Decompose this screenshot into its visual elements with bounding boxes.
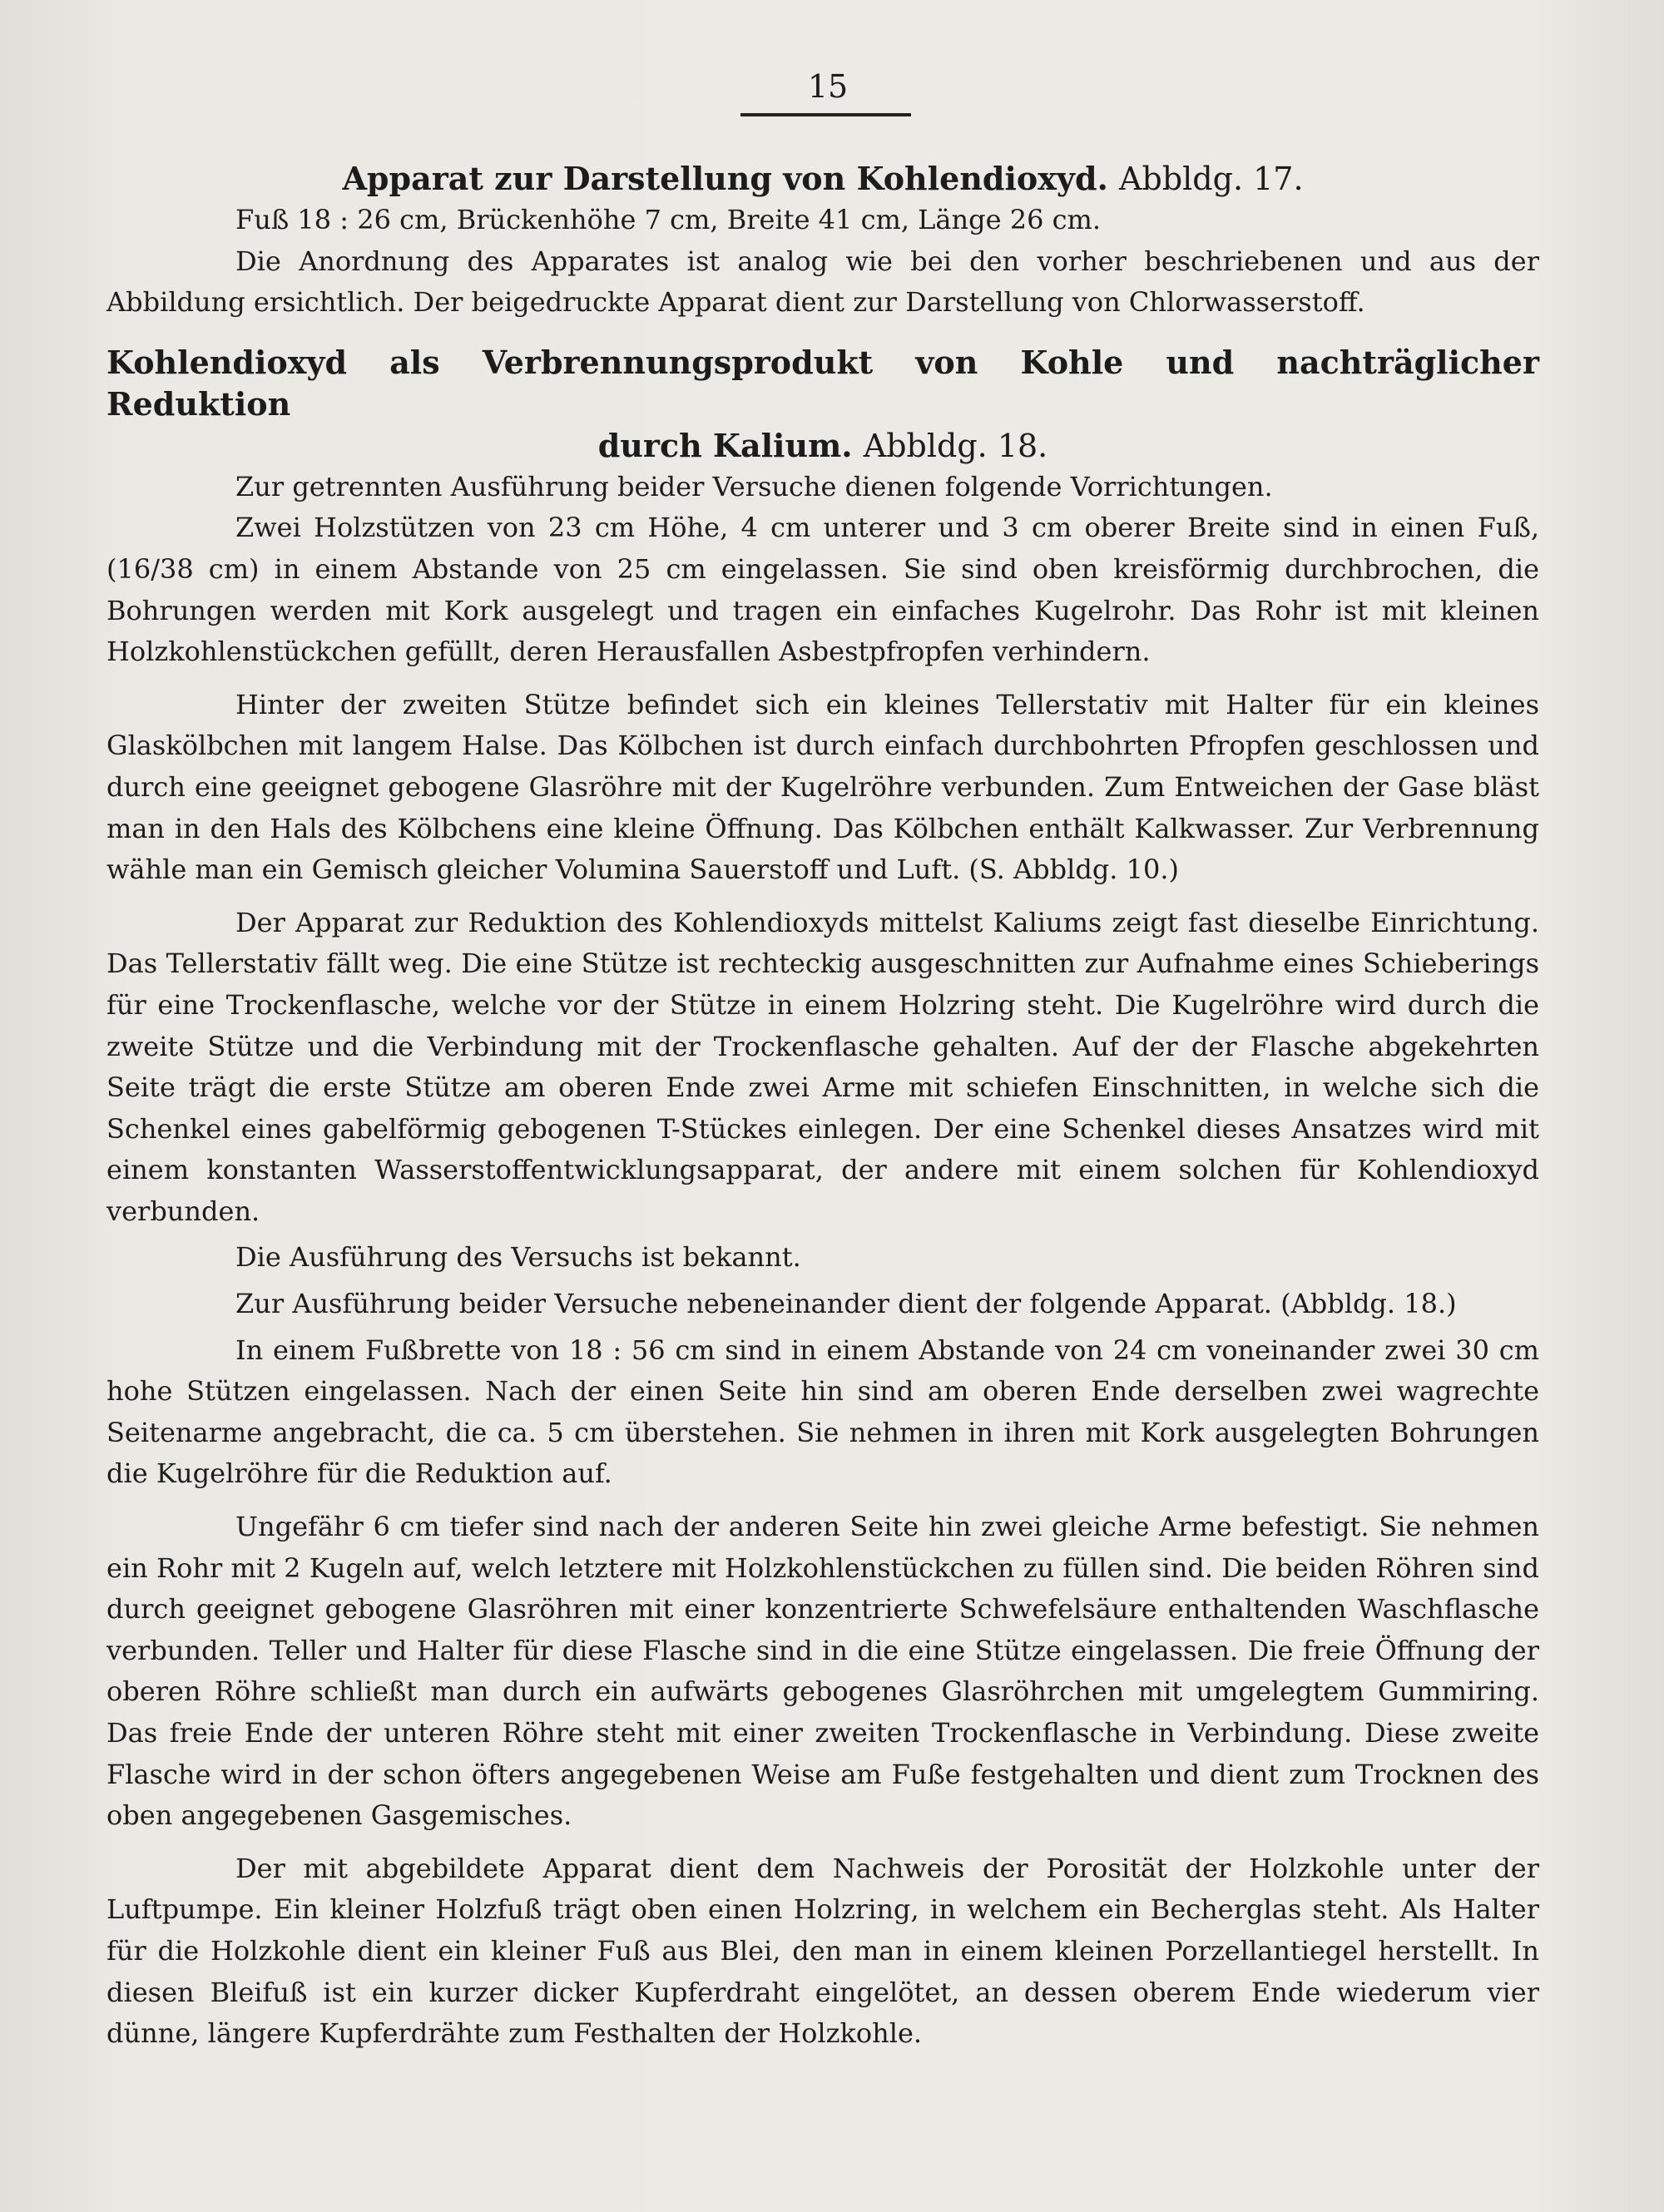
section2-figure-ref: Abbldg. 18. xyxy=(863,427,1048,464)
page-content xyxy=(106,158,1539,2055)
section2-paragraph-9: Der mit abgebildete Apparat dient dem Nachweis der Porosität der Holzkohle unter der Luftpumpe. Ein kleiner Holzfuß trägt oben einen Holzring, in welchem ein Becherglas steht. Als Halter für die Holzkohle dient ein kleiner Fuß aus Blei, den man in einem kleinen Porzellantiegel herstellt. In diesen Bleifuß ist ein kurzer dicker Kupferdraht eingelötet, an dessen oberem Ende wiederum vier dünne, längere Kupferdrähte zum Festhalten der Holzkohle. xyxy=(106,1852,1539,2050)
section2-paragraph-5: Die Ausführung des Versuchs ist bekannt. xyxy=(235,1241,801,1274)
section2-heading-title-1: Kohlendioxyd als Verbrennungsprodukt von Kohle und nachträglicher Reduktion xyxy=(106,343,1539,423)
section2-paragraph-6: Zur Ausführung beider Versuche nebeneinander dient der folgende Apparat. (Abbldg. 18.) xyxy=(235,1288,1457,1320)
section2-heading-line1 xyxy=(106,342,1539,425)
section2-paragraph-4: Der Apparat zur Reduktion des Kohlendioxyds mittelst Kaliums zeigt fast dieselbe Einrichtung. Das Tellerstativ fällt weg. Die eine Stütze ist rechteckig ausgeschnitten zur Aufnahme eines Schieberings für eine Trockenflasche, welche vor der Stütze in einem Holzring steht. Die Kugelröhre wird durch die zweite Stütze und die Verbindung mit der Trockenflasche gehalten. Auf der der Flasche abgekehrten Seite trägt die erste Stütze am oberen Ende zwei Arme mit schiefen Einschnitten, in welche sich die Schenkel eines gabelförmig gebogenen T-Stückes einlegen. Der eine Schenkel dieses Ansatzes wird mit einem konstanten Wasserstoffentwicklungsapparat, der andere mit einem solchen für Kohlendioxyd verbunden. xyxy=(106,906,1539,1227)
section1-paragraph-2: Die Anordnung des Apparates ist analog wie bei den vorher beschriebenen und aus der Abbildung ersichtlich. Der beigedruckte Apparat dient zur Darstellung von Chlorwasserstoff. xyxy=(106,245,1539,319)
section2-paragraph-8: Ungefähr 6 cm tiefer sind nach der anderen Seite hin zwei gleiche Arme befestigt. Sie nehmen ein Rohr mit 2 Kugeln auf, welch letztere mit Holzkohlenstückchen zu füllen sind. Die beiden Röhren sind durch geeignet gebogene Glasröhren mit einer konzentrierte Schwefelsäure enthaltenden Waschflasche verbunden. Teller und Halter für diese Flasche sind in die eine Stütze eingelassen. Die freie Öffnung der oberen Röhre schließt man durch ein aufwärts gebogenes Glasröhrchen mit umgelegtem Gummiring. Das freie Ende der unteren Röhre steht mit einer zweiten Trockenflasche in Verbindung. Diese zweite Flasche wird in der schon öfters angegebenen Weise am Fuße festgehalten und dient zum Trocknen des oben angegebenen Gasgemisches. xyxy=(106,1511,1539,1832)
section2-paragraph-3: Hinter der zweiten Stütze befindet sich ein kleines Tellerstativ mit Halter für ein kleines Glaskölbchen mit langem Halse. Das Kölbchen ist durch einfach durchbohrten Pfropfen geschlossen und durch eine geeignet gebogene Glasröhre mit der Kugelröhre verbunden. Zum Entweichen der Gase bläst man in den Hals des Kölbchens eine kleine Öffnung. Das Kölbchen enthält Kalkwasser. Zur Verbrennung wähle man ein Gemisch gleicher Volumina Sauerstoff und Luft. (S. Abbldg. 10.) xyxy=(106,688,1539,886)
page-number: 15 xyxy=(807,68,849,105)
section2-heading-title-2: durch Kalium. xyxy=(597,426,853,464)
section1-paragraph-1: Fuß 18 : 26 cm, Brückenhöhe 7 cm, Breite 41 cm, Länge 26 cm. xyxy=(235,204,1102,235)
section1-figure-ref: Abbldg. 17. xyxy=(1119,161,1304,197)
section2-heading-line2 xyxy=(106,425,1539,467)
page-number-rule xyxy=(740,113,911,116)
section1-heading-title: Apparat zur Darstellung von Kohlendioxyd. xyxy=(342,160,1108,197)
section2-paragraph-2: Zwei Holzstützen von 23 cm Höhe, 4 cm unterer und 3 cm oberer Breite sind in einen Fuß, (16/38 cm) in einem Abstande von 25 cm eingelassen. Sie sind oben kreisförmig durchbrochen, die Bohrungen werden mit Kork ausgelegt und tragen ein einfaches Kugelrohr. Das Rohr ist mit kleinen Holzkohlenstückchen gefüllt, deren Herausfallen Asbestpfropfen verhindern. xyxy=(106,512,1539,668)
section1-heading xyxy=(106,158,1539,200)
section2-paragraph-7: In einem Fußbrette von 18 : 56 cm sind in einem Abstande von 24 cm voneinander zwei 30 cm hohe Stützen eingelassen. Nach der einen Seite hin sind am oberen Ende derselben zwei wagrechte Seitenarme angebracht, die ca. 5 cm überstehen. Sie nehmen in ihren mit Kork ausgelegten Bohrungen die Kugelröhre für die Reduktion auf. xyxy=(106,1334,1539,1490)
section2-paragraph-1: Zur getrennten Ausführung beider Versuche dienen folgende Vorrichtungen. xyxy=(235,470,1273,502)
